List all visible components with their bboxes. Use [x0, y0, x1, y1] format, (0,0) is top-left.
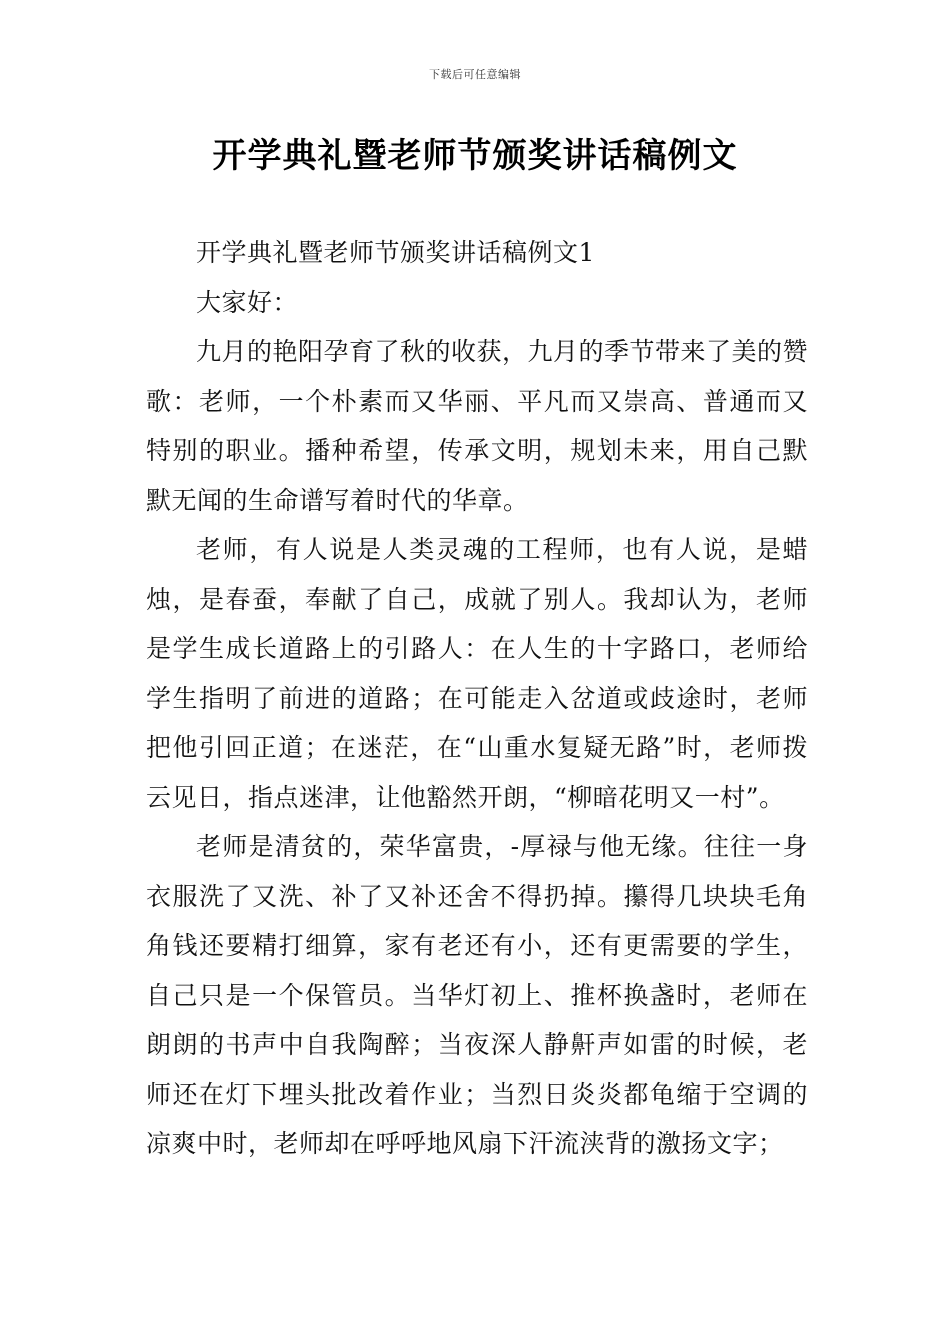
paragraph-greeting: 大家好： — [196, 287, 299, 317]
paragraph: 九月的艳阳孕育了秋的收获，九月的季节带来了美的赞歌：老师，一个朴素而又华丽、平凡而又崇高、普通而又特别的职业。播种希望，传承文明，规划未来，用自己默默无闻的生命谱写着时代的华章。 — [146, 337, 809, 515]
paragraph-subtitle: 开学典礼暨老师节颁奖讲话稿例文1 — [196, 238, 595, 267]
paragraph: 老师是清贫的，荣华富贵，-厚禄与他无缘。往往一身衣服洗了又洗、补了又补还舍不得扔掉。攥得几块块毛角角钱还要精打细算，家有老还有小，还有更需要的学生，自己只是一个保管员。当华灯初上、推杯换盏时，老师在朗朗的书声中自我陶醉；当夜深人静鼾声如雷的时候，老师还在灯下埋头批改着作业；当烈日炎炎都龟缩于空调的凉爽中时，老师却在呼呼地风扇下汗流浃背的激扬文字； — [146, 832, 808, 1158]
header-note: 下载后可任意编辑 — [429, 68, 521, 81]
paragraph: 老师，有人说是人类灵魂的工程师，也有人说，是蜡烛，是春蚕，奉献了自己，成就了别人。我却认为，老师是学生成长道路上的引路人：在人生的十字路口，老师给学生指明了前进的道路；在可能走入岔道或歧途时，老师把他引回正道；在迷茫，在“山重水复疑无路”时，老师拨云见日，指点迷津，让他豁然开朗，“柳暗花明又一村”。 — [146, 535, 808, 812]
document-title: 开学典礼暨老师节颁奖讲话稿例文 — [212, 136, 738, 176]
document-body — [146, 228, 808, 1169]
